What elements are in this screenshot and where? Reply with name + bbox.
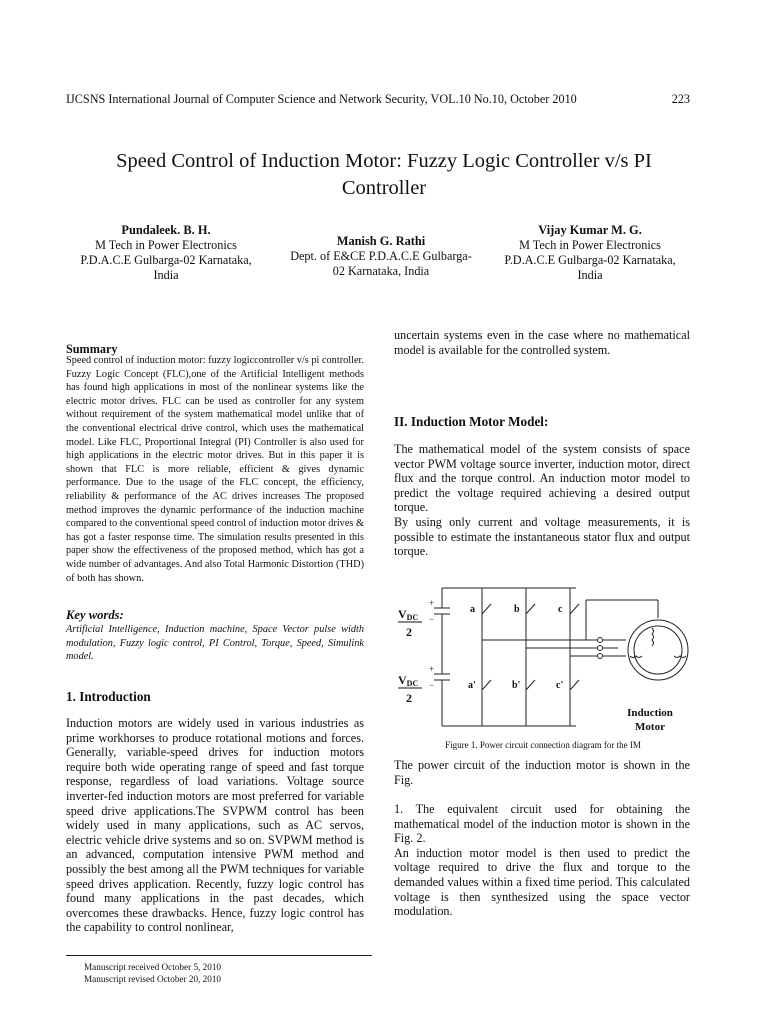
vdc-denominator-bottom: 2 xyxy=(406,691,412,705)
switch-label-a: a xyxy=(470,604,475,615)
manuscript-received: Manuscript received October 5, 2010 xyxy=(84,962,222,972)
author-affiliation: 02 Karnataka, India xyxy=(332,264,430,278)
author-name: Vijay Kumar M. G. xyxy=(538,223,642,237)
section-2-paragraph-1: The mathematical model of the system consists of space vector PWM voltage source inverter, induction motor, direct flux and the torque control. An induction motor model to predict the voltage required achieving a desired output torque. xyxy=(394,442,690,515)
minus-sign: − xyxy=(429,614,435,624)
introduction-text: Induction motors are widely used in various industries as prime workhorses to produce rotational motions and forces. Generally, variable-speed drives for induction motors require both wide operating range of speed and fast torque response, regardless of load variations. Voltage source inverter-fed induction motors are most preferred for variable speed drive applications.The SVPWM control has been widely used in many applications, such as AC servos, electric vehicle drive systems and so on. SVPWM method is an advanced, computation intensive PWM method and possibly the best among all the PWM techniques for variable speed drives application. Recently, fuzzy logic control has found many applications in the past decades, which overcomes these drawbacks. Hence, fuzzy logic control has the capability to control nonlinear, xyxy=(66,716,364,935)
figure-1-power-circuit xyxy=(396,578,690,736)
section-2-continued xyxy=(394,802,690,919)
author-affiliation: India xyxy=(153,268,179,282)
manuscript-footnote xyxy=(84,961,221,985)
keywords-heading: Key words: xyxy=(66,608,124,622)
vdc-denominator-top: 2 xyxy=(406,625,412,639)
plus-sign: + xyxy=(429,598,435,608)
motor-label-line-1: Induction xyxy=(627,707,673,719)
summary-text: Speed control of induction motor: fuzzy logiccontroller v/s pi controller. Fuzzy Logic Concept (FLC),one of the Artificial Intelligent methods has found high applications in most of the nonlinear systems like the electric motor drives. FLC can be used as controller for any system without requirement of the system mathematical model unlike that of the conventional electrical drive control, which uses the mathematical model. Like FLC, Proportional Integral (PI) Controller is also used for high applications in the electric motor drives. But in this paper it is shown that FLC is more reliable, efficient & gives dynamic performance. Due to the usage of the FLC concept, the efficiency, reliability & performance of the AC drives increases The proposed method improves the dynamic performance of the induction machine compared to the conventional speed control of induction motor drives & has got a faster response time. The simulation results presented in this paper show the effectiveness of the proposed method, which has got a wide number of advantages. And also Total Harmonic Distortion (THD) of both has shown. xyxy=(66,355,364,584)
paragraph-power-circuit: The power circuit of the induction motor is shown in the Fig. xyxy=(394,758,690,787)
switch-label-c-prime: c' xyxy=(556,680,564,691)
minus-sign: − xyxy=(429,680,435,690)
author-block-3 xyxy=(478,223,702,283)
switch-label-b: b xyxy=(514,604,520,615)
motor-label-line-2: Motor xyxy=(635,721,665,733)
power-circuit-diagram xyxy=(396,578,690,736)
introduction-continued: uncertain systems even in the case where no mathematical model is available for the controlled system. xyxy=(394,328,690,357)
section-2-paragraph-2: By using only current and voltage measurements, it is possible to estimate the instantaneous stator flux and output torque. xyxy=(394,514,690,559)
title-line-2: Controller xyxy=(341,177,427,199)
keywords-text: Artificial Intelligence, Induction machine, Space Vector pulse width modulation, Fuzzy logic control, PI Control, Torque, Speed, Simulink model. xyxy=(66,624,364,663)
author-block-1 xyxy=(66,223,266,283)
author-affiliation: M Tech in Power Electronics xyxy=(519,238,661,252)
paper-title xyxy=(60,148,708,202)
switch-label-a-prime: a' xyxy=(468,680,476,691)
author-affiliation: P.D.A.C.E Gulbarga-02 Karnataka, xyxy=(504,253,676,267)
journal-name: IJCSNS International Journal of Computer Science and Network Security, VOL.10 No.10, October 2010 xyxy=(66,92,577,106)
manuscript-revised: Manuscript revised October 20, 2010 xyxy=(84,974,222,984)
section-2-heading: II. Induction Motor Model: xyxy=(394,414,549,429)
vdc-label-bottom: VDC xyxy=(398,673,419,688)
switch-label-b-prime: b' xyxy=(512,680,521,691)
title-line-1: Speed Control of Induction Motor: Fuzzy Logic Controller v/s PI xyxy=(116,150,652,172)
vdc-label-top: VDC xyxy=(398,607,419,622)
switch-label-c: c xyxy=(558,604,563,615)
paragraph-equivalent-circuit: 1. The equivalent circuit used for obtaining the mathematical model of the induction motor is shown in the Fig. 2. xyxy=(394,802,690,846)
author-name: Manish G. Rathi xyxy=(336,234,426,248)
author-affiliation: M Tech in Power Electronics xyxy=(95,238,237,252)
author-affiliation: Dept. of E&CE P.D.A.C.E Gulbarga- xyxy=(290,249,472,263)
section-2-body xyxy=(394,442,690,559)
author-affiliation: P.D.A.C.E Gulbarga-02 Karnataka, xyxy=(80,253,252,267)
footnote-rule xyxy=(66,955,372,956)
paragraph-motor-model: An induction motor model is then used to predict the voltage required to drive the flux and torque to the demanded values within a fixed time period. This calculated voltage is then synthesized using the space vector modulation. xyxy=(394,845,690,919)
author-block-2 xyxy=(278,234,484,279)
page-number: 223 xyxy=(671,92,690,106)
summary-heading: Summary xyxy=(66,342,118,356)
figure-1-caption: Figure 1. Power circuit connection diagram for the IM xyxy=(445,740,641,750)
plus-sign: + xyxy=(429,664,435,674)
author-affiliation: India xyxy=(577,268,603,282)
introduction-heading: 1. Introduction xyxy=(66,689,151,704)
running-header xyxy=(66,92,690,107)
author-name: Pundaleek. B. H. xyxy=(121,223,211,237)
